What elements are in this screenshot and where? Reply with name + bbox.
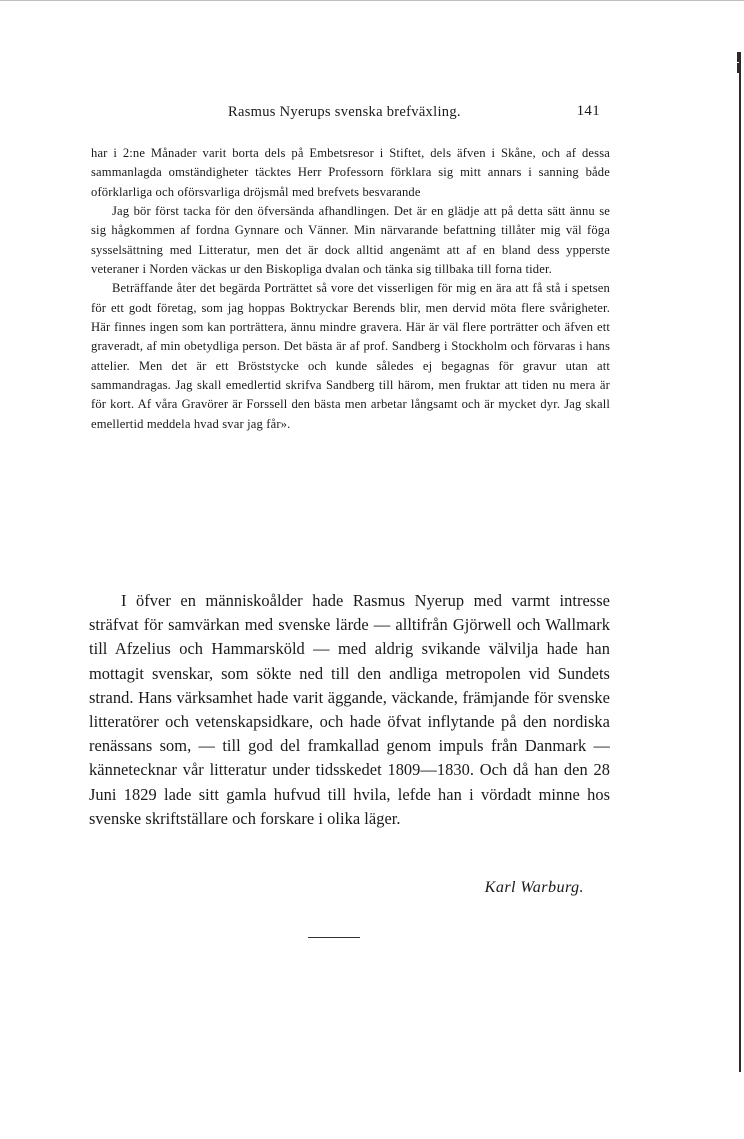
scan-right-edge [739, 52, 741, 1072]
author-signature: Karl Warburg. [484, 878, 584, 896]
letter-paragraph: Jag bör först tacka för den öfversända afhandlingen. Det är en glädje att på detta sätt ännu se sig hågkommen af fordna Gynnare och Vänner. Min närvarande befattning tillåter mig väl föga sysselsättning med Litteratur, men det är dock alltid angenämt att af en bland dess ypperste veteraner i Norden väckas ur den Biskopliga dvalan och tänka sig tillbaka till forna tider. [91, 204, 610, 277]
page-number: 141 [576, 103, 600, 119]
scan-edge-mark [737, 63, 741, 73]
running-title: Rasmus Nyerups svenska brefväxling. [228, 104, 461, 120]
letter-paragraph: har i 2:ne Månader varit borta dels på Embetsresor i Stiftet, dels äfven i Skåne, och af dessa sammanlagda omständigheter täcktes Herr Professorn förklara sig mitt annars i sanning både oförklarliga och oförsvarliga dröjsmål med brefvets besvarande [91, 146, 610, 199]
scan-edge-mark [737, 52, 741, 62]
letter-paragraph: Beträffande åter det begärda Porträttet så vore det visserligen för mig en ära att få stå i spetsen för ett godt företag, som jag hoppas Boktryckar Berends blir, men dervid möta flere svårigheter. Här finnes ingen som kan porträttera, ännu mindre gravera. Här är väl flere porträtter och äfven ett graveradt, af min obetydliga person. Det bästa är af prof. Sandberg i Stockholm och förvaras i hans attelier. Men det är ett Bröststycke och kunde således ej begagnas för gravur utan att sammandragas. Jag skall emedlertid skrifva Sandberg till härom, men fruktar att tiden nu mera är för kort. Af våra Gravörer är Forssell den bästa men arbetar långsamt och är mycket dyr. Jag skall emellertid meddela hvad svar jag får». [91, 281, 610, 431]
quoted-letter [91, 144, 610, 434]
end-rule [308, 937, 360, 938]
essay-paragraph: I öfver en människoålder hade Rasmus Nyerup med varmt intresse sträfvat för samvärkan med svenske lärde — alltifrån Gjörwell och Wallmark till Afzelius och Hammarsköld — med aldrig svikande välvilja hade han mottagit svenskar, som sökte ned till den andliga metropolen vid Sundets strand. Hans värksamhet hade varit äggande, väckande, främjande för svenske litteratörer och vetenskapsidkare, och hade öfvat inflytande på den nordiska renässans som, — till god del framkallad genom impuls från Danmark — kännetecknar vår litteratur under tidsskedet 1809—1830. Och då han den 28 Juni 1829 lade sitt gamla hufvud till hvila, lefde han i vördadt minne hos svenske skriftställare och forskare i olika läger. [89, 591, 610, 828]
running-header [90, 104, 600, 124]
closing-essay [89, 589, 610, 831]
page-top-edge [0, 0, 744, 1]
